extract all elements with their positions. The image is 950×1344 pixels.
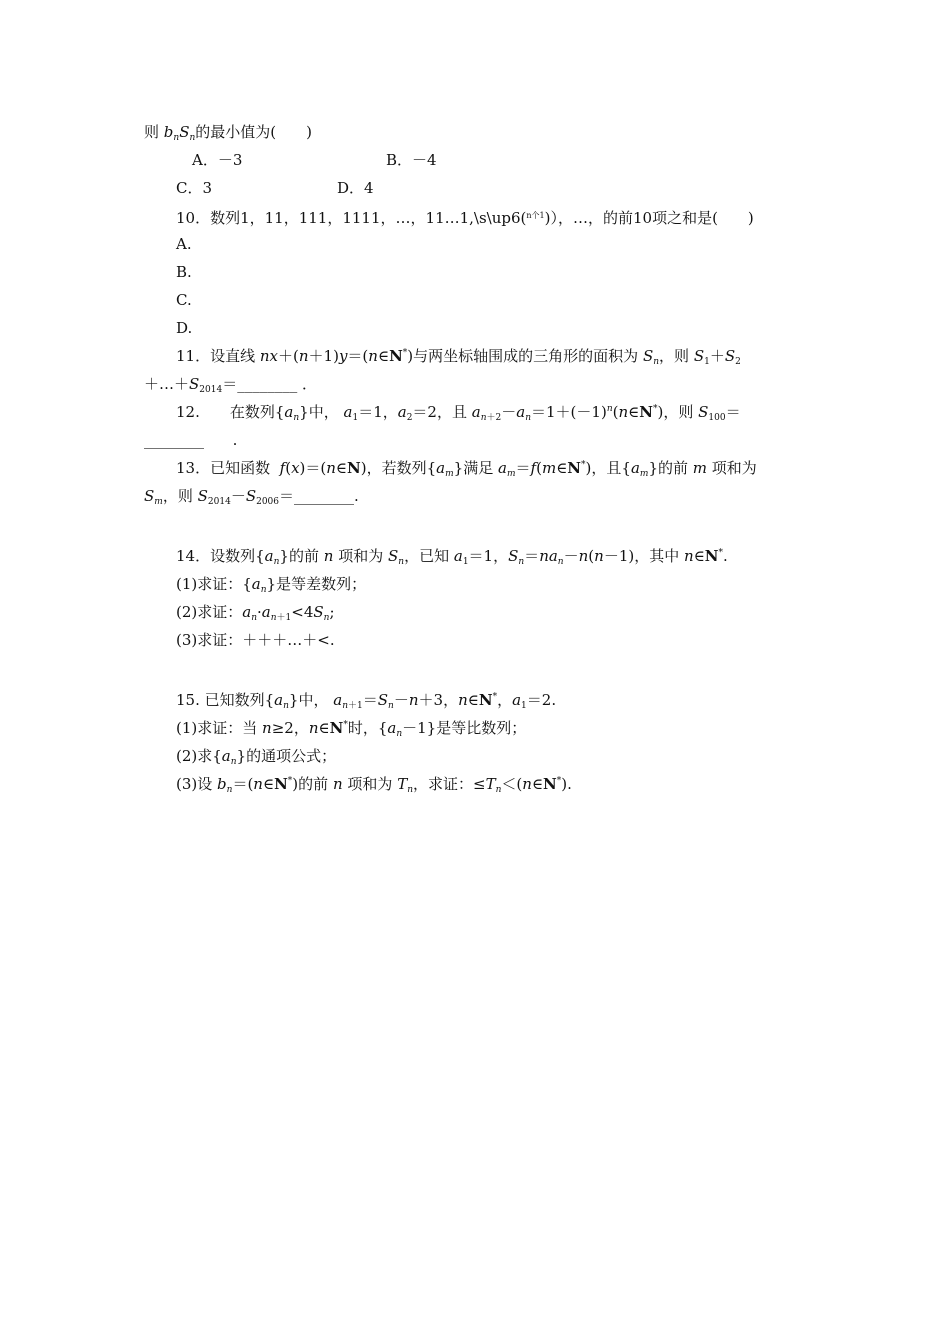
q13-answer-blank: ________ [294, 487, 355, 505]
q9-option-d: D．4 [337, 179, 374, 197]
q14-part-2: (2)求证：$a_n\cdot a_{n+1}<4S_n$; [176, 603, 335, 623]
q15-stem: 15. 已知数列$\{a_n\}$中， $a_{n+1}=S_n-n+3$，n∈N*，$a_1=2$. [176, 691, 557, 711]
q15-part-3: (3)设 $b_n=(n\in N^*)$的前 n 项和为 $T_n$，求证：$\le T_n<(n\in N^*)$. [176, 775, 572, 795]
q11-stem: 11．设直线 nx＋(n＋1)y＝(n∈N*)与两坐标轴围成的三角形的面积为 $S_n$，则 $S_1+S_2$ [176, 347, 741, 367]
q13-stem: 13．已知函数 f(x)＝(n∈N)，若数列$\{a_m\}$满足 $a_m=f(m\in N^*)$，且$\{a_m\}$的前 m 项和为 [176, 459, 757, 479]
q9-option-b: B．－4 [386, 151, 437, 169]
q10-option-c: C. [176, 291, 192, 309]
q15-part-2: (2)求$\{a_n\}$的通项公式； [176, 747, 337, 767]
q11-stem-cont: $+\dots+S_{2014}=\_\_\_\_\_\_\_\_$ ． [144, 375, 318, 395]
q14-part-1: (1)求证：$\{a_n\}$是等差数列； [176, 575, 367, 595]
q14-stem: 14．设数列$\{a_n\}$的前 n 项和为 $S_n$，已知 $a_1=1$，$S_n=na_n-n(n-1)$，其中 n∈N*. [176, 547, 728, 567]
q15-part-1: (1)求证：当 n≥2，n∈N*时，$\{a_n-1\}$是等比数列； [176, 719, 527, 739]
q10-stem: 10．数列1，11，111，1111，…，11…1,\s\up6($^{n个1}$)），…，的前10项之和是( ) [176, 209, 754, 227]
q12-stem: 12. 在数列$\{a_n\}$中， $a_1=1$，$a_2=2$，且 $a_{n+2}-a_n=1+(-1)^n(n\in N^*)$，则 $S_{100}=$ [176, 403, 741, 423]
q10-option-d: D. [176, 319, 193, 337]
q9-option-a: A．－3 [192, 151, 243, 169]
q10-option-a: A. [176, 235, 192, 253]
q13-stem-cont: $S_m$，则 $S_{2014}-S_{2006}=\_\_\_\_\_\_\_\_$. [144, 487, 359, 507]
q11-answer-blank: ________ [237, 375, 298, 393]
q9-stem: 则 $b_nS_n$的最小值为( ) [144, 123, 312, 143]
q12-answer-blank: ________ [144, 431, 204, 449]
q9-option-c: C．3 [176, 179, 213, 197]
q12-stem-cont: ________ . [144, 431, 238, 449]
q14-part-3: (3)求证：＋＋＋…＋<. [176, 631, 335, 649]
q10-option-b: B. [176, 263, 192, 281]
